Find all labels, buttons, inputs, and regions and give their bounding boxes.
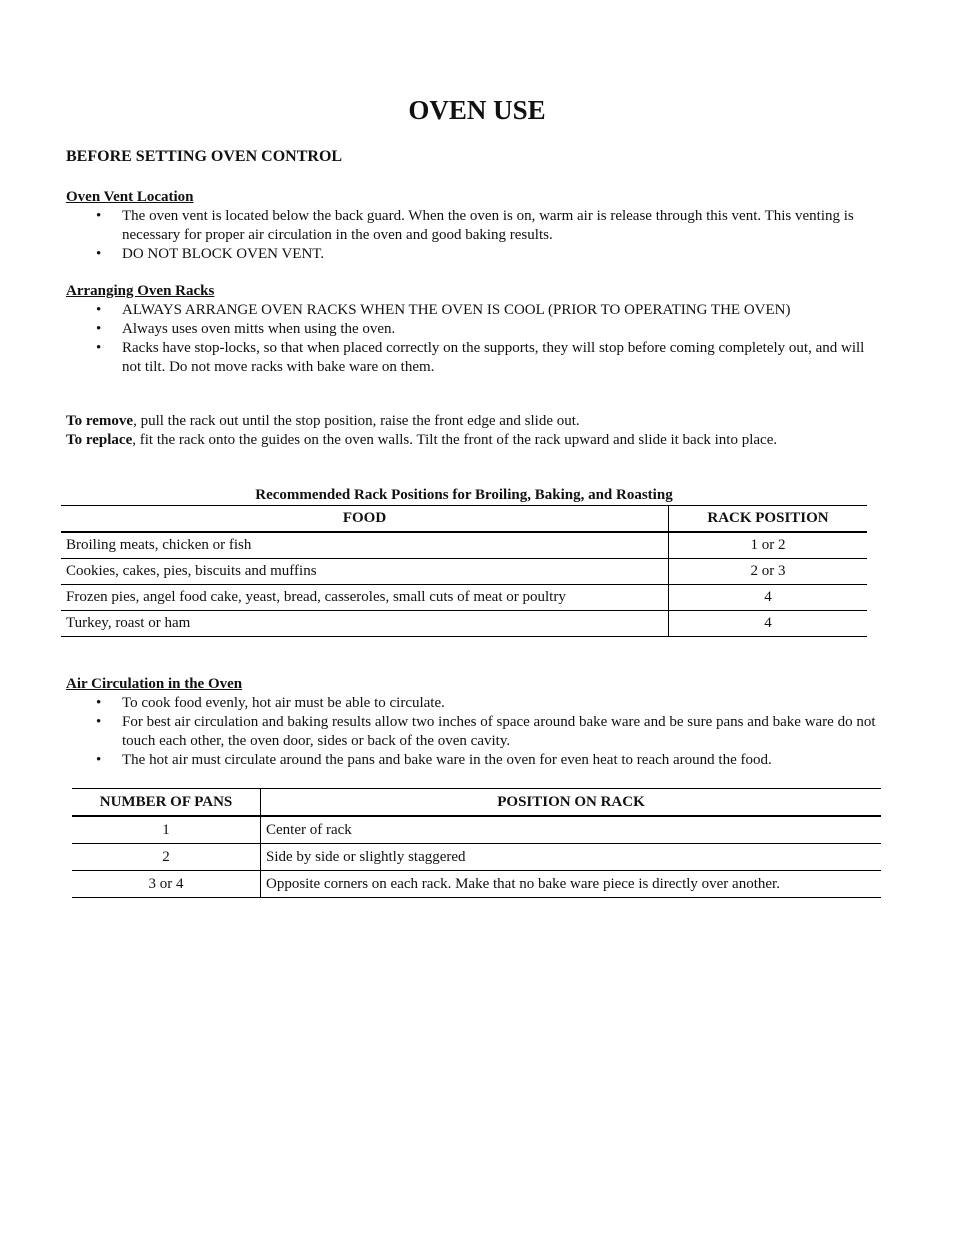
rack-table-caption: Recommended Rack Positions for Broiling, Baking, and Roasting <box>255 487 673 503</box>
replace-instruction <box>66 431 884 450</box>
table-cell: 3 or 4 <box>72 871 261 898</box>
air-circulation-heading: Air Circulation in the Oven <box>66 676 243 692</box>
column-header-food: FOOD <box>61 506 669 533</box>
table-row <box>61 611 867 637</box>
table-cell: 2 or 3 <box>669 559 868 585</box>
list-item: • Racks have stop-locks, so that when placed correctly on the supports, they will stop before coming completely out, and will not tilt. Do not move racks with bake ware on them. <box>66 339 876 377</box>
arranging-racks-heading: Arranging Oven Racks <box>66 283 215 299</box>
table-header-row <box>61 506 867 533</box>
arranging-racks-list <box>66 301 876 377</box>
list-item: • ALWAYS ARRANGE OVEN RACKS WHEN THE OVEN IS COOL (PRIOR TO OPERATING THE OVEN) <box>66 301 876 320</box>
table-cell: 4 <box>669 585 868 611</box>
list-item: • To cook food evenly, hot air must be able to circulate. <box>66 694 876 713</box>
oven-vent-list <box>66 207 876 264</box>
section-heading: BEFORE SETTING OVEN CONTROL <box>66 148 343 165</box>
table-cell: 2 <box>72 844 261 871</box>
table-row <box>72 844 881 871</box>
column-header-rack-position: RACK POSITION <box>669 506 868 533</box>
table-row <box>61 559 867 585</box>
table-cell: Frozen pies, angel food cake, yeast, bread, casseroles, small cuts of meat or poultry <box>61 585 669 611</box>
list-item: • Always uses oven mitts when using the oven. <box>66 320 876 339</box>
table-row <box>61 585 867 611</box>
table-cell: Center of rack <box>261 816 882 844</box>
table-row <box>72 871 881 898</box>
table-cell: 1 or 2 <box>669 532 868 559</box>
replace-label: To replace <box>66 432 133 448</box>
oven-vent-heading: Oven Vent Location <box>66 189 194 205</box>
table-cell: Side by side or slightly staggered <box>261 844 882 871</box>
list-item: • For best air circulation and baking results allow two inches of space around bake ware and be sure pans and bake ware do not touch each other, the oven door, sides or back of the oven cavity. <box>66 713 876 751</box>
table-cell: Broiling meats, chicken or fish <box>61 532 669 559</box>
table-row <box>72 816 881 844</box>
table-row <box>61 532 867 559</box>
replace-text: , fit the rack onto the guides on the oven walls. Tilt the front of the rack upward and slide it back into place. <box>132 432 778 448</box>
air-circulation-list <box>66 694 876 770</box>
list-item: • DO NOT BLOCK OVEN VENT. <box>66 245 876 264</box>
table-cell: 4 <box>669 611 868 637</box>
list-item: • The oven vent is located below the back guard. When the oven is on, warm air is release through this vent. This venting is necessary for proper air circulation in the oven and good baking results. <box>66 207 876 245</box>
page-title: OVEN USE <box>408 95 546 125</box>
table-cell: Cookies, cakes, pies, biscuits and muffins <box>61 559 669 585</box>
remove-label: To remove <box>66 413 134 429</box>
remove-text: , pull the rack out until the stop position, raise the front edge and slide out. <box>133 413 580 429</box>
rack-positions-table <box>61 505 867 637</box>
list-item: • The hot air must circulate around the pans and bake ware in the oven for even heat to reach around the food. <box>66 751 876 770</box>
table-cell: Opposite corners on each rack. Make that no bake ware piece is directly over another. <box>261 871 882 898</box>
remove-instruction <box>66 412 884 431</box>
table-header-row <box>72 789 881 817</box>
column-header-position-on-rack: POSITION ON RACK <box>261 789 882 817</box>
column-header-number-of-pans: NUMBER OF PANS <box>72 789 261 817</box>
pans-position-table <box>72 788 881 898</box>
table-cell: 1 <box>72 816 261 844</box>
table-cell: Turkey, roast or ham <box>61 611 669 637</box>
